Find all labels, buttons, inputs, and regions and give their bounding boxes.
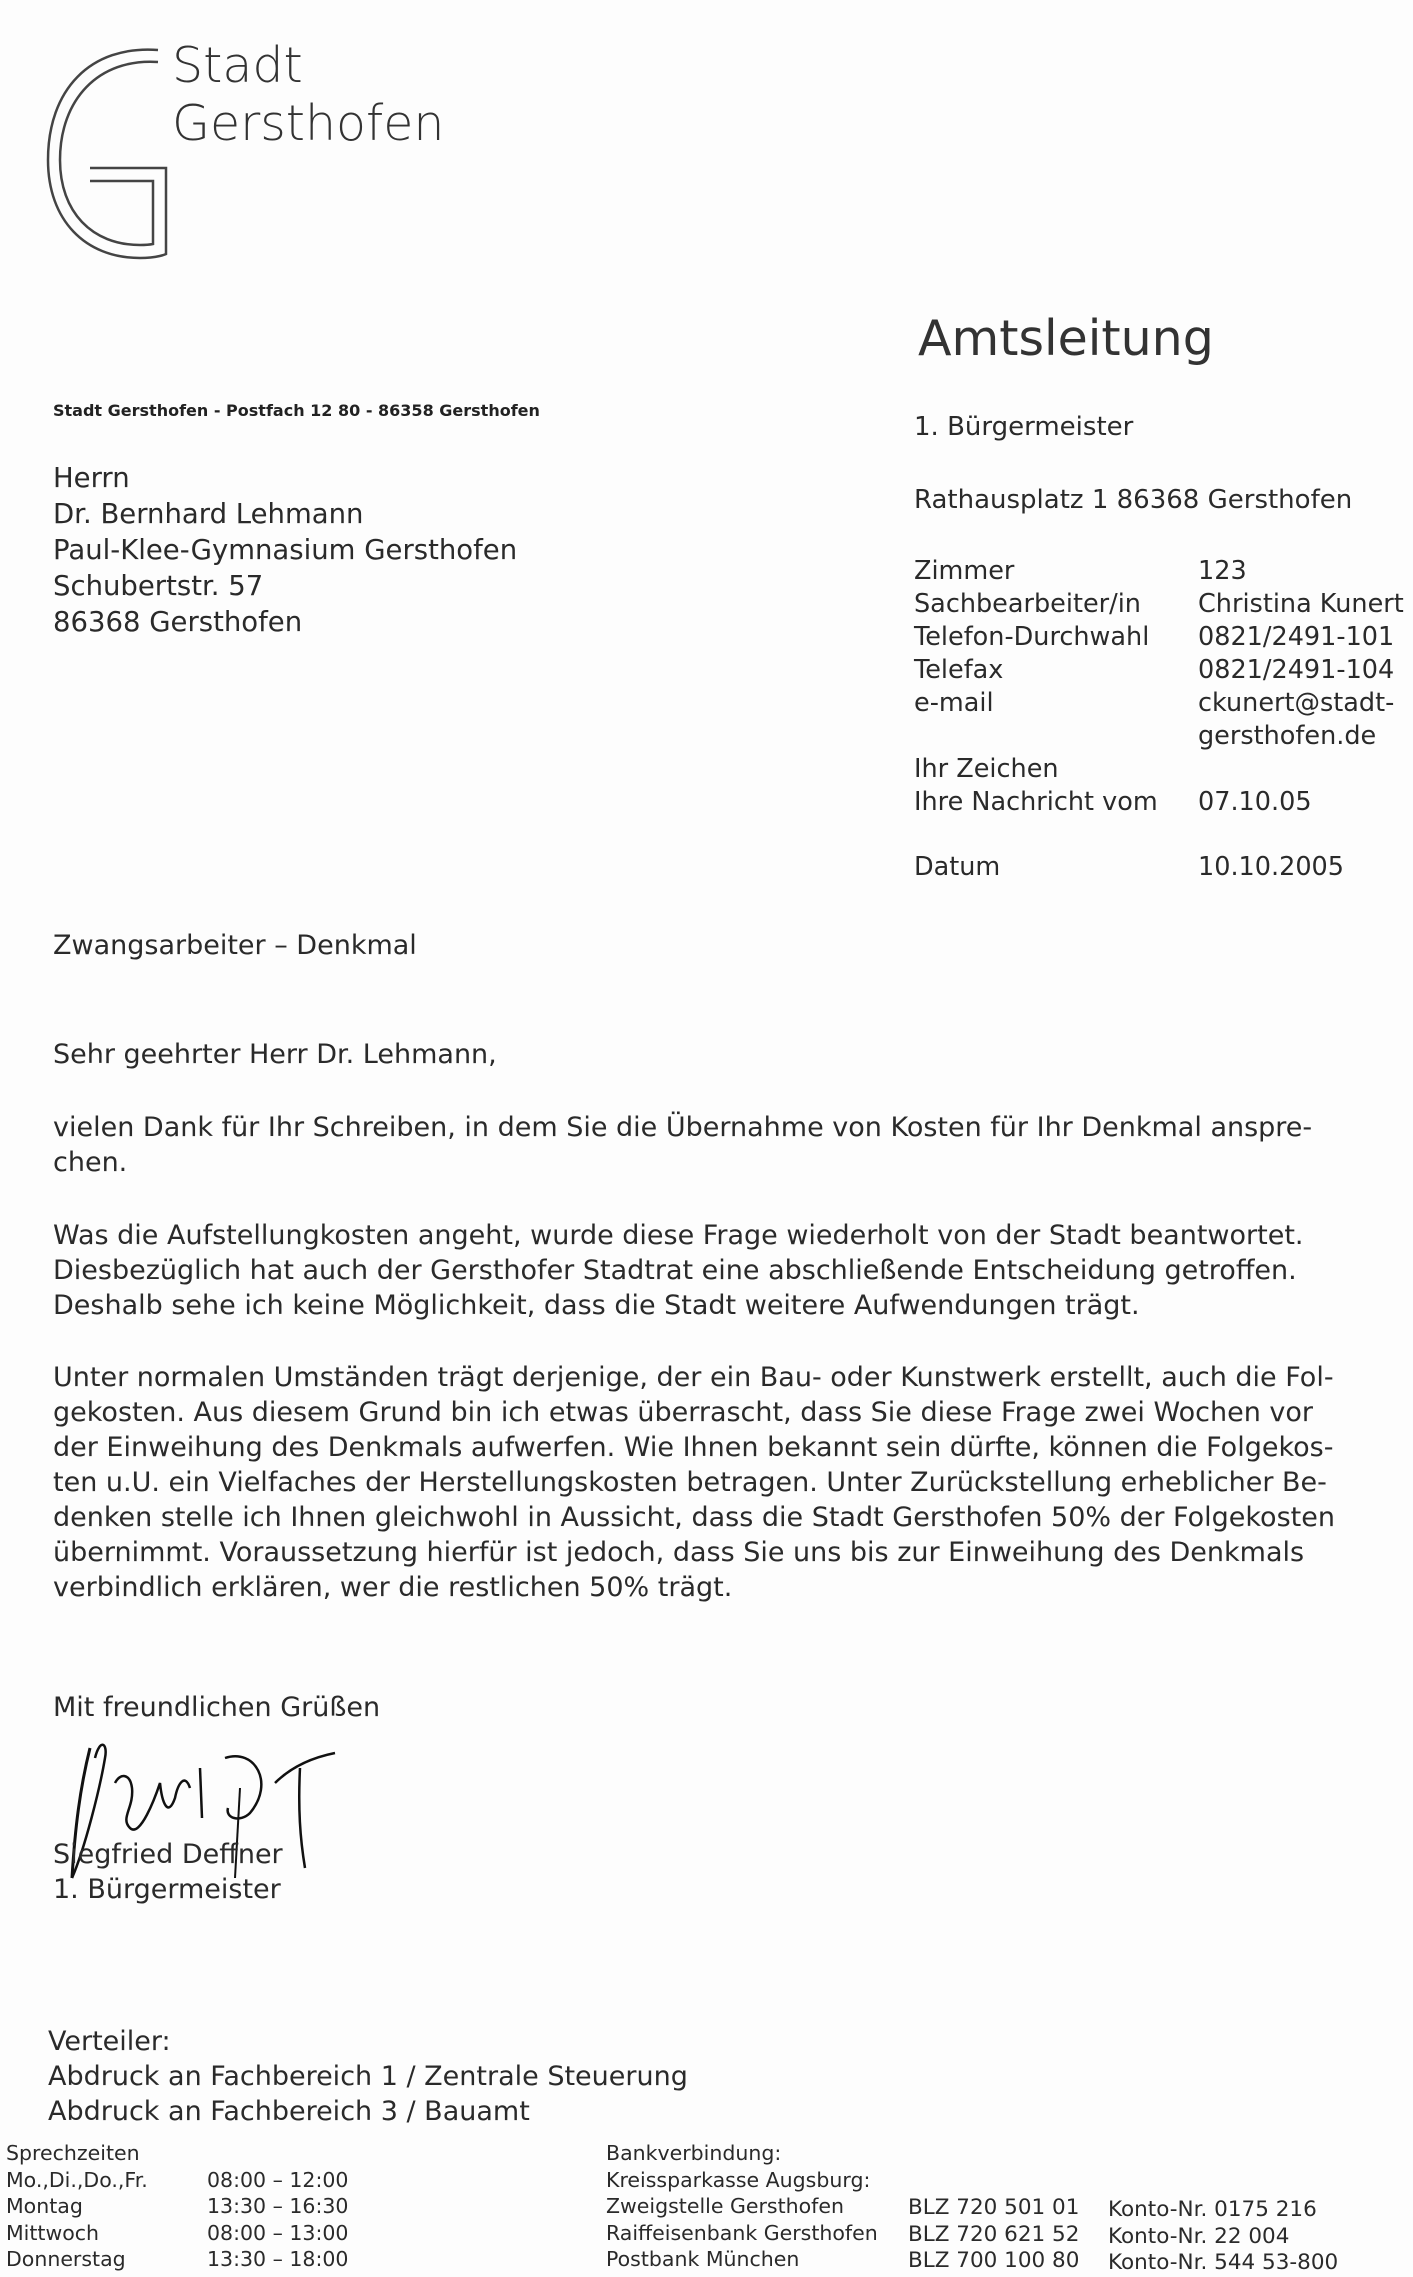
date-label: Datum	[914, 852, 1001, 882]
bank-account: Konto-Nr. 0175 216	[1108, 2197, 1317, 2222]
your-message-date: 07.10.05	[1198, 787, 1312, 817]
office-hours-day: Donnerstag	[6, 2247, 126, 2271]
office-hours-time: 08:00 – 12:00	[207, 2167, 349, 2192]
office-hours-time: 13:30 – 18:00	[207, 2247, 349, 2271]
subject-line: Zwangsarbeiter – Denkmal	[53, 930, 417, 961]
department-heading: Amtsleitung	[918, 310, 1214, 367]
bank-name: Postbank München	[606, 2247, 800, 2271]
date-value: 10.10.2005	[1198, 852, 1345, 882]
bank-blz: BLZ 720 501 01	[908, 2195, 1080, 2220]
logo-text-stadt: Stadt	[172, 37, 303, 94]
clerk-label: Sachbearbeiter/in	[914, 589, 1141, 619]
paragraph-line: übernimmt. Voraussetzung hierfür ist jedoch, dass Sie uns bis zur Einweihung des Denkmals	[53, 1537, 1305, 1568]
paragraph-line: vielen Dank für Ihr Schreiben, in dem Sie die Übernahme von Kosten für Ihr Denkmal anspre-	[53, 1112, 1313, 1143]
room-label: Zimmer	[914, 556, 1015, 586]
return-address: Stadt Gersthofen - Postfach 12 80 - 86358 Gersthofen	[53, 401, 540, 420]
office-hours-times	[207, 2167, 348, 2273]
your-ref-label: Ihr Zeichen	[914, 754, 1059, 784]
office-hours-title: Sprechzeiten	[6, 2141, 140, 2165]
signatory-title: 1. Bürgermeister	[53, 1874, 281, 1905]
bank-name: Zweigstelle Gersthofen	[606, 2194, 844, 2218]
distribution-item: Abdruck an Fachbereich 1 / Zentrale Steuerung	[48, 2061, 688, 2092]
bank-details	[606, 2140, 878, 2273]
office-hours-day: Montag	[6, 2194, 83, 2218]
bank-blz-column	[908, 2195, 1079, 2275]
city-logo-icon	[40, 40, 170, 265]
phone-label: Telefon-Durchwahl	[914, 622, 1150, 652]
closing: Mit freundlichen Grüßen	[53, 1692, 381, 1723]
recipient-salutation: Herrn	[53, 462, 130, 494]
bank-title: Bankverbindung:	[606, 2141, 782, 2165]
distribution-label: Verteiler:	[48, 2026, 171, 2057]
paragraph-line: verbindlich erklären, wer die restlichen 50% trägt.	[53, 1572, 733, 1603]
bank-account: Konto-Nr. 544 53-800	[1108, 2250, 1339, 2275]
paragraph-1	[53, 1110, 1312, 1180]
office-hours	[6, 2140, 148, 2273]
bank-subtitle: Kreissparkasse Augsburg:	[606, 2167, 871, 2192]
paragraph-line: der Einweihung des Denkmals aufwerfen. Wie Ihnen bekannt sein dürfte, können die Folgekos-	[53, 1432, 1334, 1463]
logo-text-gersthofen: Gersthofen	[172, 95, 445, 152]
phone-value: 0821/2491-101	[1198, 622, 1395, 652]
paragraph-line: denken stelle ich Ihnen gleichwohl in Aussicht, dass die Stadt Gersthofen 50% der Folgekosten	[53, 1502, 1335, 1533]
sender-title: 1. Bürgermeister	[914, 412, 1134, 442]
distribution-item: Abdruck an Fachbereich 3 / Bauamt	[48, 2096, 530, 2127]
clerk-value: Christina Kunert	[1198, 589, 1404, 619]
paragraph-line: Unter normalen Umständen trägt derjenige, der ein Bau- oder Kunstwerk erstellt, auch die Fol-	[53, 1362, 1334, 1393]
signatory-name: Siegfried Deffner	[53, 1839, 283, 1870]
bank-account: Konto-Nr. 22 004	[1108, 2223, 1290, 2249]
paragraph-2	[53, 1218, 1304, 1323]
email-label: e-mail	[914, 688, 994, 718]
distribution-block	[48, 2024, 688, 2129]
recipient-org: Paul-Klee-Gymnasium Gersthofen	[53, 534, 518, 566]
recipient-street: Schubertstr. 57	[53, 570, 264, 602]
recipient-name: Dr. Bernhard Lehmann	[53, 498, 364, 530]
paragraph-line: Deshalb sehe ich keine Möglichkeit, dass die Stadt weitere Aufwendungen trägt.	[53, 1290, 1140, 1321]
paragraph-line: ten u.U. ein Vielfaches der Herstellungskosten betragen. Unter Zurückstellung erheblicher Be-	[53, 1467, 1327, 1498]
bank-blz: BLZ 720 621 52	[908, 2221, 1080, 2247]
bank-account-column	[1108, 2197, 1338, 2277]
bank-name: Raiffeisenbank Gersthofen	[606, 2220, 878, 2245]
paragraph-line: Diesbezüglich hat auch der Gersthofer Stadtrat eine abschließende Entscheidung getroffen.	[53, 1255, 1297, 1286]
your-message-label: Ihre Nachricht vom	[914, 787, 1158, 817]
greeting: Sehr geehrter Herr Dr. Lehmann,	[53, 1039, 497, 1070]
paragraph-line: Was die Aufstellungkosten angeht, wurde diese Frage wiederholt von der Stadt beantwortet.	[53, 1220, 1304, 1251]
sender-address: Rathausplatz 1 86368 Gersthofen	[914, 485, 1353, 515]
office-hours-day: Mo.,Di.,Do.,Fr.	[6, 2167, 148, 2192]
paragraph-line: gekosten. Aus diesem Grund bin ich etwas überrascht, dass Sie diese Frage zwei Wochen vor	[53, 1397, 1313, 1428]
office-hours-time: 13:30 – 16:30	[207, 2194, 349, 2218]
fax-label: Telefax	[914, 655, 1004, 685]
paragraph-line: chen.	[53, 1147, 128, 1178]
bank-blz: BLZ 700 100 80	[908, 2248, 1080, 2273]
email-value-line1: ckunert@stadt-	[1198, 688, 1395, 718]
office-hours-day: Mittwoch	[6, 2220, 100, 2245]
office-hours-time: 08:00 – 13:00	[207, 2220, 349, 2245]
email-value-line2: gersthofen.de	[1198, 721, 1377, 751]
recipient-city: 86368 Gersthofen	[53, 606, 303, 638]
fax-value: 0821/2491-104	[1198, 655, 1395, 685]
room-value: 123	[1198, 556, 1247, 586]
recipient-address	[53, 460, 517, 640]
paragraph-3	[53, 1360, 1335, 1605]
